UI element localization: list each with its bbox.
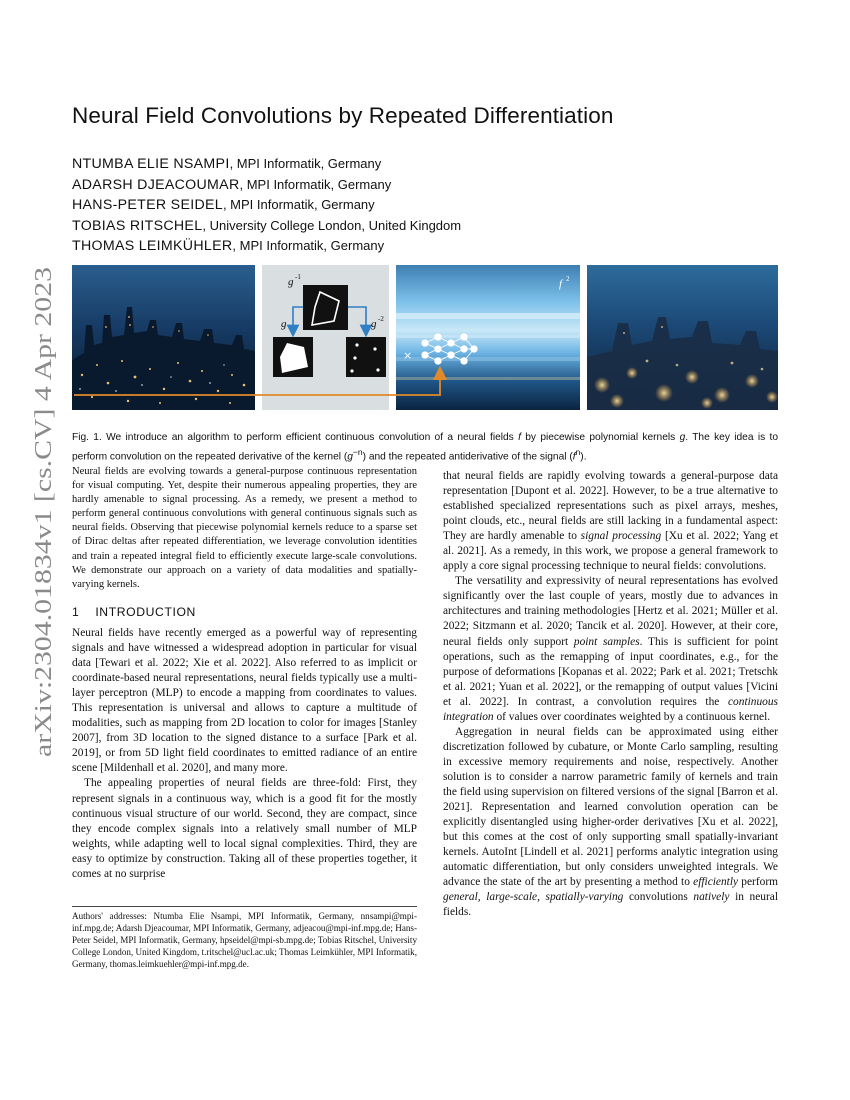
paragraph: Neural fields have recently emerged as a powerful way of representing signals and have witnessed a widespread adoption in particular for visual data [Tewari et al. 2022; Xie et al. 2022]. Also referred to as implicit or coordinate-based neural representations, neural fields typically use a multi-layer perceptron (MLP) to encode a mapping from coordinates to values. This representation is universal and allows to capture a multitude of modalities, such as mapping from 2D location to color for images [Stanley 2007], from 3D location to the signed distance to a surface [Park et al. 2019], or from 5D light field coordinates to emitted radiance of an entire scene [Mildenhall et al. 2020], and many more. [72, 627, 417, 775]
text: The versatility and expressivity of neural representations has evolved significantly over the last couple of years, mostly due to advances in architectures and training methodologies [Hertz et al. 2021; Müller et al. 2022; Sitzmann et al. 2020; Tancik et al. 2020]. However, at their core, neural fields only support [443, 575, 778, 648]
g-label: g [281, 318, 287, 330]
author-affiliation: , MPI Informatik, Germany [239, 176, 392, 192]
emphasis: point samples [573, 635, 640, 648]
g-neg2-superscript: -2 [378, 315, 384, 323]
text: that neural fields are rapidly evolving towards a general-purpose data representation [Dupont et al. 2022]. However, to be a true alternative to established specialized representations such as pixel arrays, meshes, point clouds, etc., neural fields are still lacking in a fundamental aspect: They are hardly amenable to [443, 470, 778, 543]
author-list [72, 154, 772, 257]
caption-math: f [572, 451, 576, 463]
text: convolutions [623, 891, 694, 904]
right-column-body [443, 469, 778, 920]
author-affiliation: , MPI Informatik, Germany [222, 197, 375, 213]
author-line [72, 154, 772, 175]
g-neg2-label: g [371, 318, 377, 330]
caption-math: n [575, 447, 581, 457]
author-affiliation: , University College London, United Kingdom [202, 217, 462, 233]
caption-math: g [679, 432, 686, 443]
author-name: TOBIAS RITSCHEL [72, 217, 203, 234]
figure-caption [72, 431, 778, 464]
multiply-sign: × [403, 349, 413, 362]
teaser-figure [72, 265, 778, 410]
arxiv-stamp-text: arXiv:2304.01834v1 [cs.CV] 4 Apr 2023 [30, 354, 57, 757]
caption-text: ). [580, 451, 587, 463]
paper-title: Neural Field Convolutions by Repeated Differentiation [72, 103, 614, 128]
author-addresses-footnote: Authors' addresses: Ntumba Elie Nsampi, MPI Informatik, Germany, nnsampi@mpi-inf.mpg.de; Adarsh Djeacoumar, MPI Informatik, Germany, adjeacou@mpi-inf.mpg.de; Hans-Peter Seidel, MPI Informatik, Germany, hpseidel@mpi-sb.mpg.de; Tobias Ritschel, University College London, United Kingdom, t.ritschel@ucl.ac.uk; Thomas Leimkühler, MPI Informatik, Germany, thomas.leimkuehler@mpi-inf.mpg.de. [72, 911, 417, 970]
emphasis: efficiently [693, 876, 739, 889]
emphasis: general, large-scale, spatially-varying [443, 891, 624, 904]
caption-text: ) and the repeated antiderivative of the signal ( [362, 451, 573, 463]
paragraph [443, 725, 778, 921]
caption-math: f [518, 432, 521, 443]
author-name: ADARSH DJEACOUMAR [72, 176, 240, 193]
paragraph [443, 574, 778, 724]
caption-math: g [347, 451, 353, 463]
author-name: HANS-PETER SEIDEL [72, 197, 223, 214]
caption-text: . The key idea is to perform convolution on the repeated derivative of the kernel ( [72, 432, 778, 463]
input-cityscape-image [72, 265, 255, 410]
author-affiliation: , MPI Informatik, Germany [232, 238, 385, 254]
abstract: Neural fields are evolving towards a general-purpose continuous representation for visual computing. Yet, despite their numerous appealing properties, they are hardly amenable to signal processing. As a remedy, we present a method to perform general continuous convolutions with general continuous signals such as neural fields. Observing that piecewise polynomial kernels reduce to a sparse set of Dirac deltas after repeated differentiation, we leverage convolution identities and train a repeated integral field to efficiently execute large-scale convolutions. We demonstrate our approach on a variety of data modalities and spatially-varying kernels. [72, 466, 417, 590]
text: Aggregation in neural fields can be approximated using either discretization followed by cubature, or Monte Carlo sampling, resulting in excessive memory requirements and noise, respectively. Another solution is to consider a narrow parametric family of kernels and train the field using supervision on filtered versions of the signal [Barron et al. 2021]. Representation and learned convolution operation can be explicitly disentangled using higher-order derivatives [Xu et al. 2022], but this comes at the cost of only supporting small spatially-invariant kernels. AutoInt [Lindell et al. 2021] performs analytic integration using automatic differentiation, but only considers unweighted integrals. We advance the state of the art by presenting a method to [443, 725, 778, 889]
section-heading: 1 INTRODUCTION [72, 605, 196, 619]
left-column-body [72, 626, 417, 882]
author-line [72, 236, 772, 257]
f-superscript: 2 [566, 275, 570, 283]
integral-field-image [396, 265, 580, 410]
author-name: NTUMBA ELIE NSAMPI [72, 156, 230, 172]
author-affiliation: , MPI Informatik, Germany [229, 156, 382, 171]
g-inv-label: g [288, 276, 294, 288]
kernel-diagram [262, 265, 389, 410]
text: in neural fields. [443, 891, 778, 919]
author-line [72, 216, 772, 237]
caption-text: We introduce an algorithm to perform efficient continuous convolution of a neural fields [101, 432, 519, 443]
author-line [72, 175, 772, 196]
caption-text: by piecewise polynomial kernels [520, 432, 680, 443]
emphasis: continuous integration [443, 695, 778, 723]
text: perform [738, 876, 778, 889]
arxiv-stamp [18, 262, 66, 762]
paragraph [443, 469, 778, 574]
author-name: THOMAS LEIMKÜHLER [72, 238, 233, 255]
paragraph: The appealing properties of neural fields are three-fold: First, they represent signals in a continuous way, which is a good fit for the mostly continuous visual structure of our world. Second, they are compact, since they encode complex signals into a relatively small number of MLP weights, while adapting well to local signal complexities. Third, they are easy to optimize by construction. Taking all of these properties together, it comes at no surprise [72, 777, 417, 880]
convolved-output-image [587, 265, 778, 410]
g-inv-superscript: -1 [295, 273, 301, 281]
author-line [72, 195, 772, 216]
footnote-divider [72, 906, 417, 907]
text: [Xu et al. 2022; Yang et al. 2021]. As a remedy, in this work, we propose a general framework to apply a core signal processing technique to neural fields: convolutions. [443, 530, 778, 573]
emphasis: natively [693, 891, 730, 904]
text: . This is sufficient for point operations, such as the remapping of input coordinates, e.g., for the purpose of deformations [Kopanas et al. 2022; Park et al. 2021; Tretschk et al. 2021; Yuan et al. 2022], or the remapping of output values [Vicini et al. 2022]. In contrast, a convolution requires the [443, 635, 779, 708]
caption-math: −n [352, 447, 363, 457]
emphasis: signal processing [580, 530, 662, 543]
text: of values over coordinates weighted by a continuous kernel. [493, 710, 771, 723]
f-label: f [559, 278, 563, 290]
caption-label: Fig. 1. [72, 432, 102, 443]
